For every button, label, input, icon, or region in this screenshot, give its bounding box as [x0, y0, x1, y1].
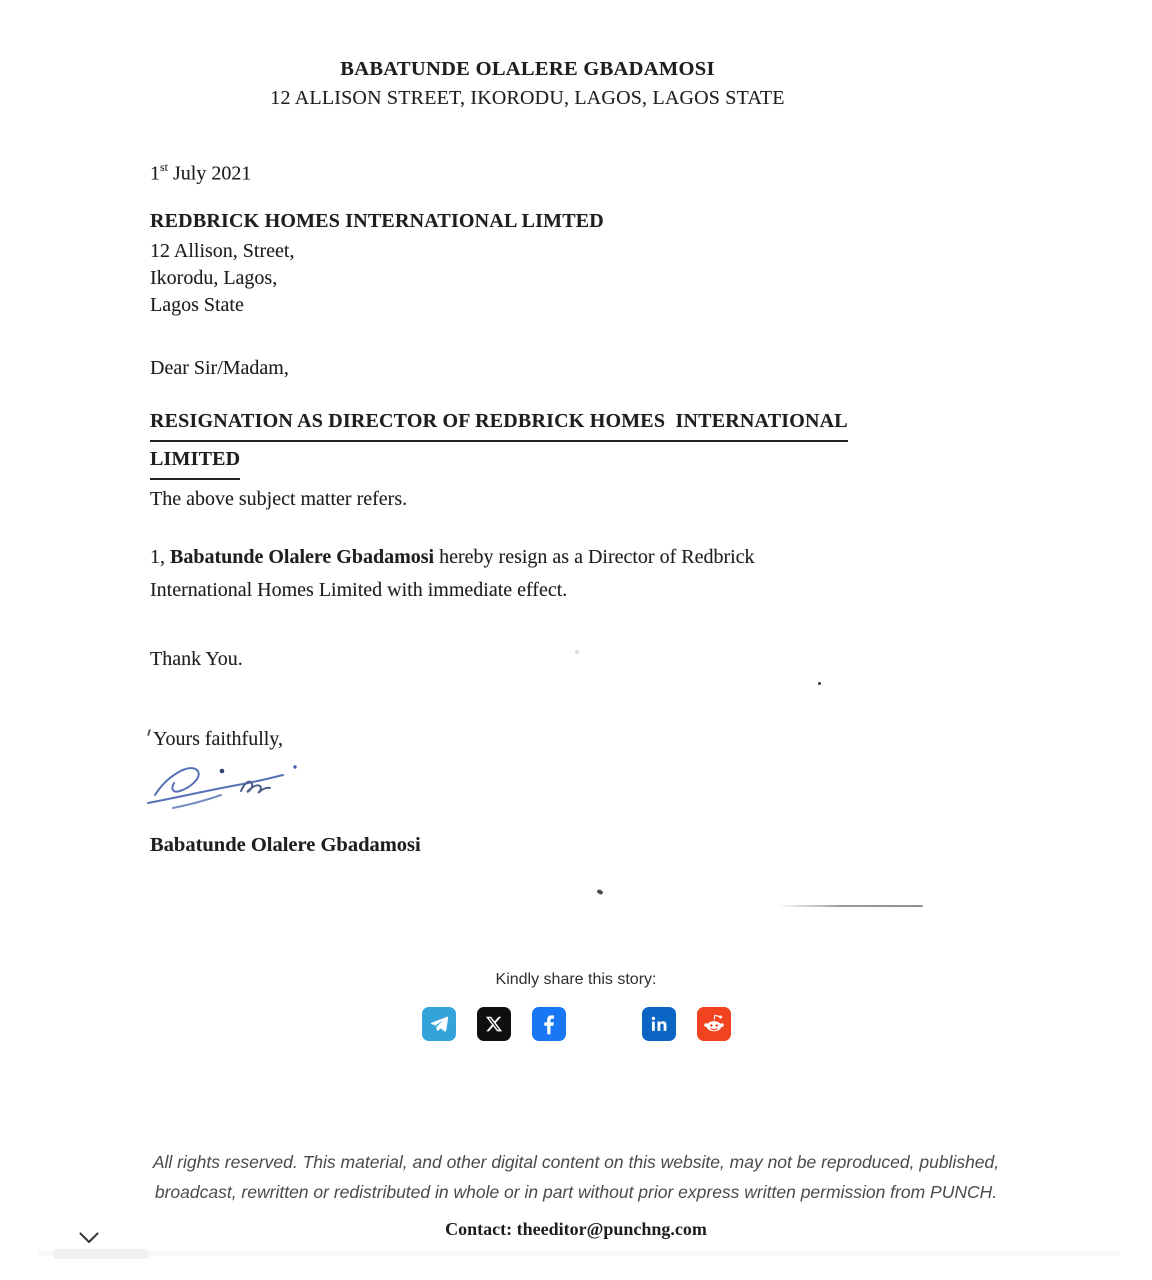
chevron-down-icon[interactable] [78, 1231, 100, 1246]
bottom-scrollbar-thumb [53, 1249, 149, 1259]
scan-line-artifact [777, 905, 923, 907]
bottom-scrollbar-track [38, 1251, 1120, 1256]
scan-speck [575, 650, 579, 654]
x-logo-icon [485, 1015, 503, 1033]
x-share-icon[interactable] [477, 1007, 511, 1041]
scan-speck [147, 729, 151, 736]
recipient-name: REDBRICK HOMES INTERNATIONAL LIMTED [150, 210, 604, 232]
salutation: Dear Sir/Madam, [150, 357, 289, 379]
signatory-name: Babatunde Olalere Gbadamosi [150, 834, 421, 856]
sender-address: 12 ALLISON STREET, IKORODU, LAGOS, LAGOS STATE [270, 86, 785, 109]
empty-share-slot [587, 1007, 621, 1041]
letter-date: 1st July 2021 [150, 160, 252, 185]
subject-line-1: RESIGNATION AS DIRECTOR OF REDBRICK HOMES INTERNATIONAL [150, 404, 848, 442]
contact-label: Contact: [445, 1219, 513, 1239]
sender-name: BABATUNDE OLALERE GBADAMOSI [340, 58, 715, 80]
reddit-alien-icon [702, 1012, 726, 1036]
letter-intro: The above subject matter refers. [150, 488, 408, 510]
linkedin-share-icon[interactable] [642, 1007, 676, 1041]
scan-speck [818, 682, 821, 685]
recipient-address-line: 12 Allison, Street, [150, 240, 295, 262]
subject-line-2: LIMITED [150, 442, 240, 480]
telegram-share-icon[interactable] [422, 1007, 456, 1041]
scan-speck [596, 889, 603, 895]
recipient-address-line: Ikorodu, Lagos, [150, 267, 278, 289]
share-icon-row [0, 1007, 1152, 1041]
rights-notice: All rights reserved. This material, and other digital content on this website, may not be reproduced, published, broadcast, rewritten or redistributed in whole or in part without prior express written permission from PUNCH. [152, 1152, 1000, 1202]
linkedin-in-icon [648, 1013, 670, 1035]
facebook-f-icon [536, 1011, 562, 1037]
letter-body: 1, Babatunde Olalere Gbadamosi hereby resign as a Director of Redbrick International Homes Limited with immediate effect. [150, 546, 755, 601]
telegram-plane-icon [428, 1013, 450, 1035]
letter-thanks: Thank You. [150, 648, 243, 670]
share-story-label: Kindly share this story: [495, 971, 657, 988]
contact-email[interactable]: theeditor@punchng.com [516, 1219, 707, 1239]
letter-subject [150, 404, 848, 480]
body-bold-name: Babatunde Olalere Gbadamosi [170, 546, 435, 568]
letter-closing: Yours faithfully, [153, 728, 284, 750]
date-ordinal-suffix: st [160, 160, 169, 174]
letter-sender-header [150, 55, 905, 112]
recipient-address-line: Lagos State [150, 294, 244, 316]
recipient-address [150, 238, 294, 319]
facebook-share-icon[interactable] [532, 1007, 566, 1041]
reddit-share-icon[interactable] [697, 1007, 731, 1041]
contact-line [0, 1219, 1152, 1240]
handwritten-signature [143, 750, 328, 827]
